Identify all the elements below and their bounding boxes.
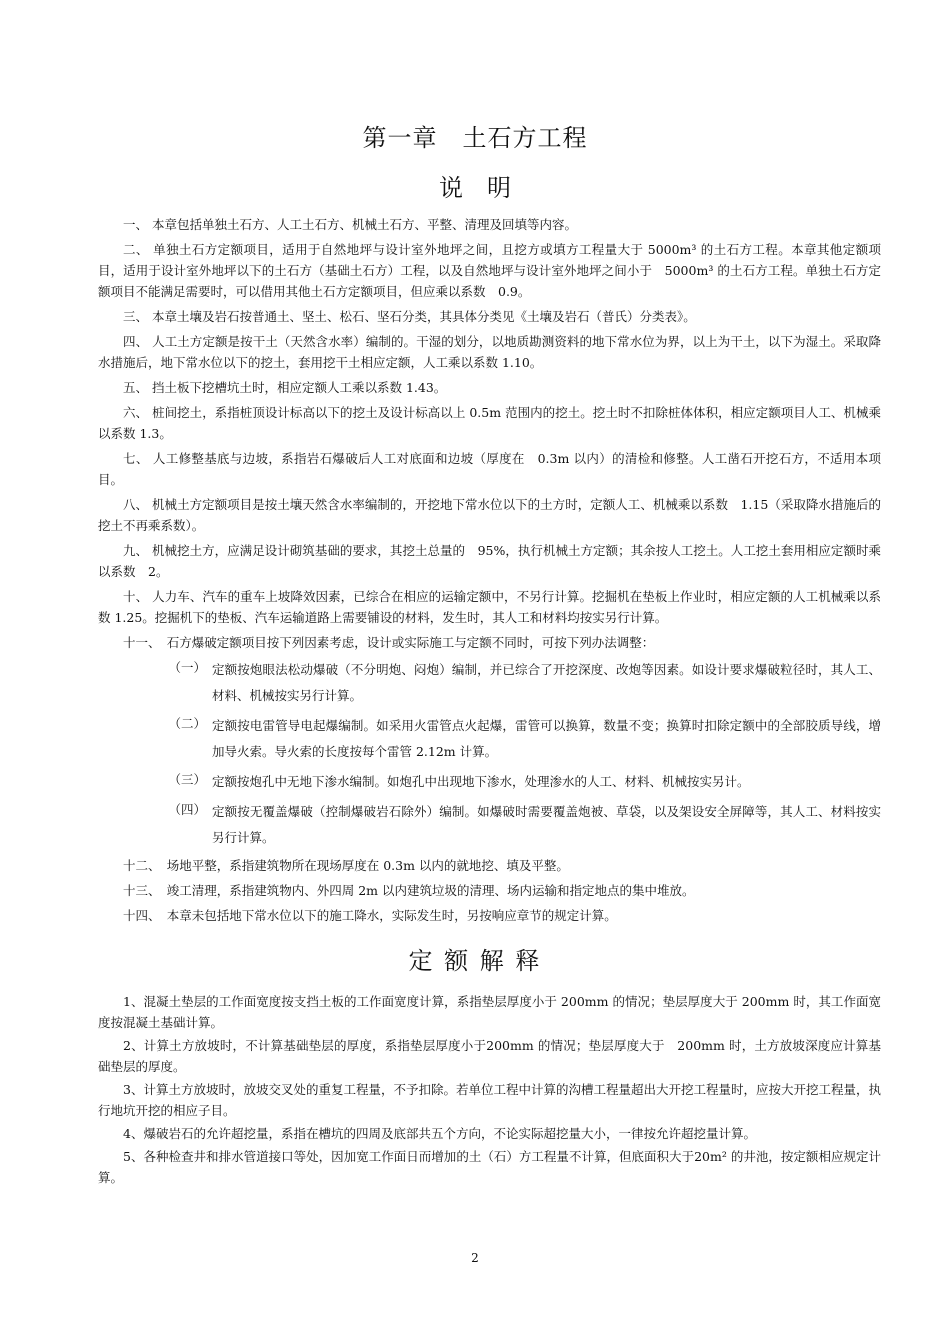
explanation-title: 说 明: [439, 174, 511, 202]
interpretation-item: 3、计算土方放坡时，放坡交叉处的重复工程量，不予扣除。若单位工程中计算的沟槽工程量超出大开挖工程量时，应按大开挖工程量，执行地坑开挖的相应子目。: [98, 1082, 881, 1118]
explanation-item: 八、 机械土方定额项目是按土壤天然含水率编制的，开挖地下常水位以下的土方时，定额人工、机械乘以系数 1.15（采取降水措施后的挖土不再乘系数）。: [98, 497, 881, 533]
interpretation-item: 5、各种检查井和排水管道接口等处，因加宽工作面日而增加的土（石）方工程量不计算，但底面积大于20m² 的井池，按定额相应规定计算。: [98, 1149, 881, 1185]
sub-item: [98, 713, 881, 765]
sub-item-text: 定额按炮眼法松动爆破（不分明炮、闷炮）编制，并已综合了开挖深度、改炮等因素。如设计要求爆破粒径时，其人工、材料、机械按实另行计算。: [212, 662, 881, 703]
sub-item: [98, 657, 881, 709]
explanation-item: 二、 单独土石方定额项目，适用于自然地坪与设计室外地坪之间，且挖方或填方工程量大于 5000m³ 的土石方工程。本章其他定额项目，适用于设计室外地坪以下的土石方（基础土石方）工程，以及自然地坪与设计室外地坪之间小于 5000m³ 的土石方工程。单独土石方定额项目不能满足需要时，可以借用其他土石方定额项目，但应乘以系数 0.9。: [98, 242, 881, 299]
interpretation-item: 4、爆破岩石的允许超挖量，系指在槽坑的四周及底部共五个方向，不论实际超挖量大小，一律按允许超挖量计算。: [123, 1126, 756, 1141]
chapter-title: 第一章 土石方工程: [362, 124, 588, 152]
explanation-item: 三、 本章土壤及岩石按普通土、坚土、松石、坚石分类，其具体分类见《土壤及岩石（普氏）分类表》。: [123, 309, 696, 324]
explanation-item: 五、 挡土板下挖槽坑土时，相应定额人工乘以系数 1.43。: [123, 380, 447, 395]
explanation-item: 六、 桩间挖土，系指桩顶设计标高以下的挖土及设计标高以上 0.5m 范围内的挖土。挖土时不扣除桩体体积，相应定额项目人工、机械乘以系数 1.3。: [98, 405, 881, 441]
sub-item-number: （一）: [168, 660, 206, 675]
interpretation-body: [98, 991, 881, 1190]
sub-item: [98, 799, 881, 851]
explanation-item: 四、 人工土方定额是按干土（天然含水率）编制的。干湿的划分，以地质勘测资料的地下常水位为界，以上为干土，以下为湿土。采取降水措施后，地下常水位以下的挖土，套用挖干土相应定额，人工乘以系数 1.10。: [98, 334, 881, 370]
explanation-item: 十四、 本章未包括地下常水位以下的施工降水，实际发生时，另按响应章节的规定计算。: [123, 908, 617, 923]
interpretation-title: 定 额 解 释: [408, 947, 542, 975]
page-number: 2: [471, 1251, 479, 1265]
explanation-item: 九、 机械挖土方，应满足设计砌筑基础的要求，其挖土总量的 95%，执行机械土方定额；其余按人工挖土。人工挖土套用相应定额时乘以系数 2。: [98, 543, 881, 579]
interpretation-item: 1、混凝土垫层的工作面宽度按支挡土板的工作面宽度计算，系指垫层厚度小于 200mm 的情况；垫层厚度大于 200mm 时，其工作面宽度按混凝土基础计算。: [98, 994, 881, 1030]
interpretation-item: 2、计算土方放坡时，不计算基础垫层的厚度，系指垫层厚度小于200mm 的情况；垫层厚度大于 200mm 时，土方放坡深度应计算基础垫层的厚度。: [98, 1038, 881, 1074]
explanation-item: 一、 本章包括单独土石方、人工土石方、机械土石方、平整、清理及回填等内容。: [123, 217, 577, 232]
sub-item-text: 定额按无覆盖爆破（控制爆破岩石除外）编制。如爆破时需要覆盖炮被、草袋，以及架设安全屏障等，其人工、材料按实另行计算。: [212, 804, 881, 845]
explanation-item: 十三、 竣工清理，系指建筑物内、外四周 2m 以内建筑垃圾的清理、场内运输和指定地点的集中堆放。: [123, 883, 695, 898]
explanation-item: 十二、 场地平整，系指建筑物所在现场厚度在 0.3m 以内的就地挖、填及平整。: [123, 858, 569, 873]
explanation-item: 七、 人工修整基底与边坡，系指岩石爆破后人工对底面和边坡（厚度在 0.3m 以内）的清检和修整。人工凿石开挖石方，不适用本项目。: [98, 451, 881, 487]
sub-item-number: （二）: [168, 716, 206, 731]
explanation-item: 十一、 石方爆破定额项目按下列因素考虑，设计或实际施工与定额不同时，可按下列办法调整：: [123, 635, 655, 650]
sub-item-number: （三）: [168, 772, 206, 787]
sub-item: [98, 769, 881, 795]
explanation-body: [98, 214, 881, 930]
sub-item-text: 定额按电雷管导电起爆编制。如采用火雷管点火起爆，雷管可以换算，数量不变；换算时扣除定额中的全部胶质导线，增加导火索。导火索的长度按每个雷管 2.12m 计算。: [212, 718, 881, 759]
sub-item-number: （四）: [168, 802, 206, 817]
sub-item-text: 定额按炮孔中无地下渗水编制。如炮孔中出现地下渗水，处理渗水的人工、材料、机械按实另计。: [212, 774, 750, 789]
explanation-item: 十、 人力车、汽车的重车上坡降效因素，已综合在相应的运输定额中，不另行计算。挖掘机在垫板上作业时，相应定额的人工机械乘以系数 1.25。挖掘机下的垫板、汽车运输道路上需要铺设的材料，发生时，其人工和材料均按实另行计算。: [98, 589, 881, 625]
